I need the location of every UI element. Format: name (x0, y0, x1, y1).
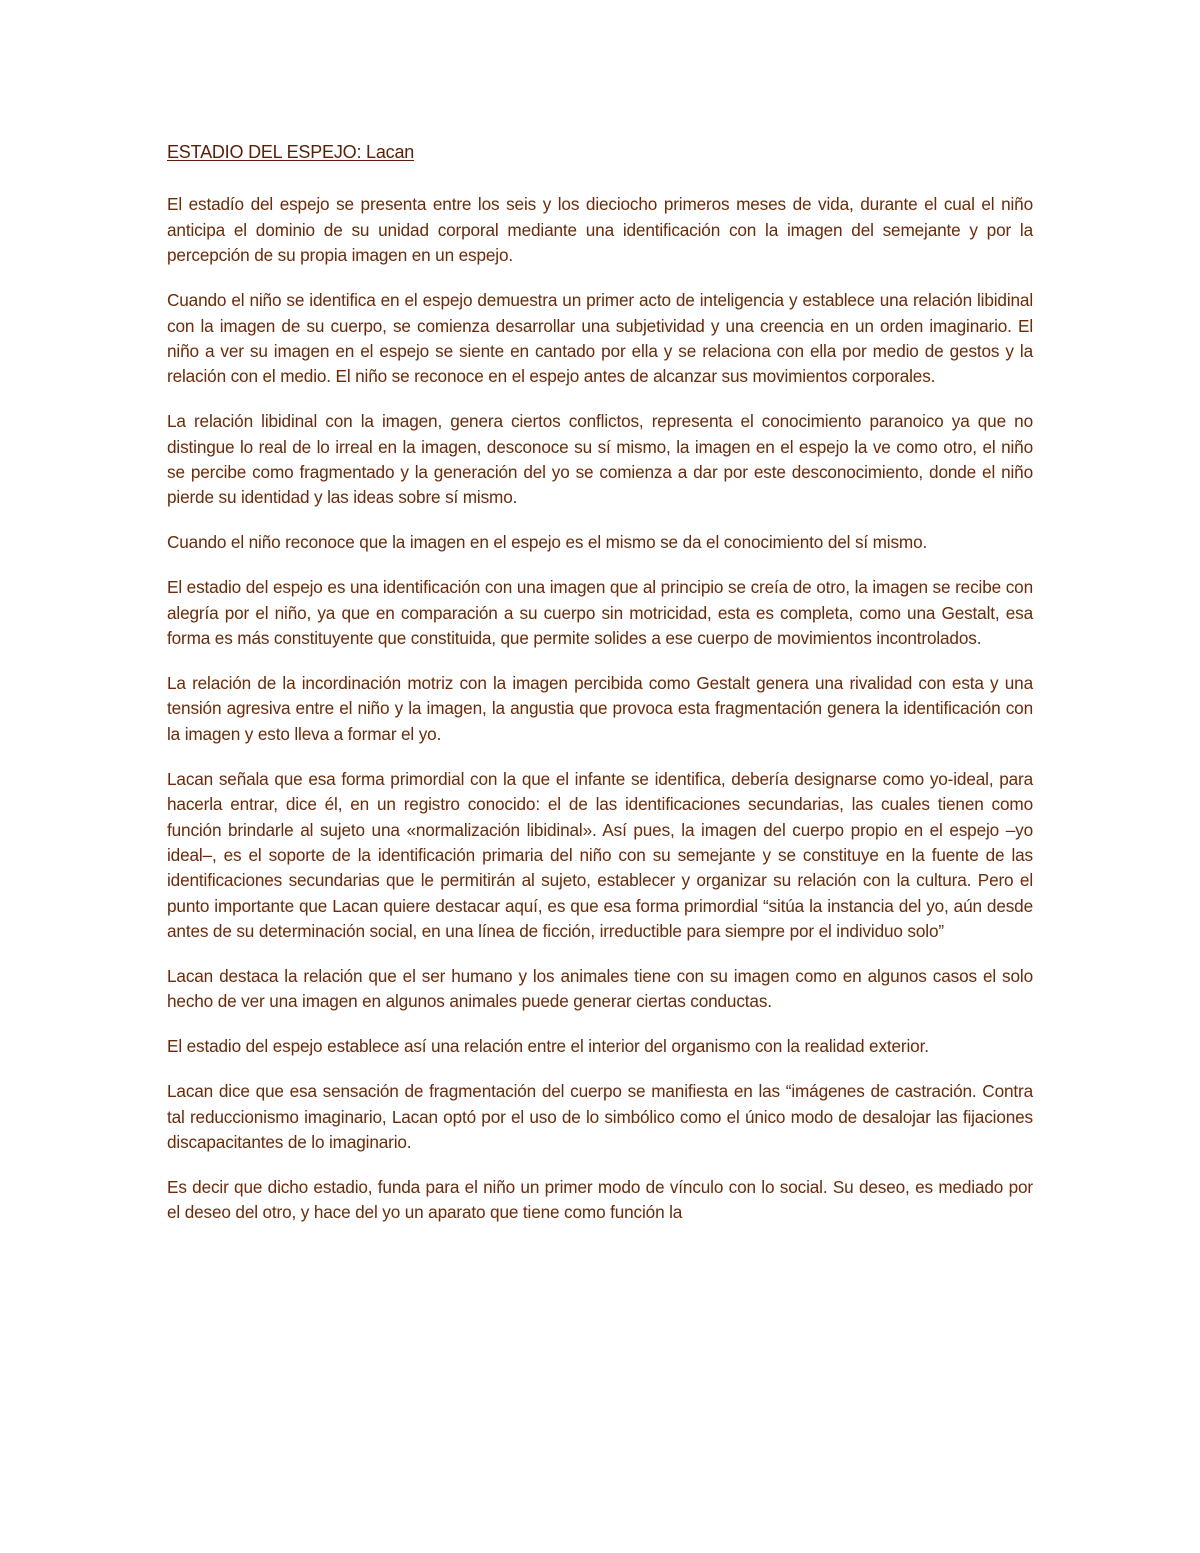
paragraph-1: El estadío del espejo se presenta entre los seis y los dieciocho primeros meses de vida, durante el cual el niño anticipa el dominio de su unidad corporal mediante una identificación con la imagen del semejante y por la percepción de su propia imagen en un espejo. (167, 194, 1033, 266)
paragraph-3: La relación libidinal con la imagen, genera ciertos conflictos, representa el conocimiento paranoico ya que no distingue lo real de lo irreal en la imagen, desconoce su sí mismo, la imagen en el espejo la ve como otro, el niño se percibe como fragmentado y la generación del yo se comienza a dar por este desconocimiento, donde el niño pierde su identidad y las ideas sobre sí mismo. (167, 411, 1033, 508)
paragraph-2: Cuando el niño se identifica en el espejo demuestra un primer acto de inteligencia y establece una relación libidinal con la imagen de su cuerpo, se comienza desarrollar una subjetividad y una creencia en un orden imaginario. El niño a ver su imagen en el espejo se siente en cantado por ella y se relaciona con ella por medio de gestos y la relación con el medio. El niño se reconoce en el espejo antes de alcanzar sus movimientos corporales. (167, 290, 1033, 387)
document-body (167, 140, 1033, 1226)
paragraph-9: El estadio del espejo establece así una relación entre el interior del organismo con la realidad exterior. (167, 1036, 929, 1057)
document-title: ESTADIO DEL ESPEJO: Lacan (167, 142, 415, 162)
paragraph-11: Es decir que dicho estadio, funda para el niño un primer modo de vínculo con lo social. Su deseo, es mediado por el deseo del otro, y hace del yo un aparato que tiene como función la (167, 1177, 1033, 1223)
paragraph-5: El estadio del espejo es una identificación con una imagen que al principio se creía de otro, la imagen se recibe con alegría por el niño, ya que en comparación a su cuerpo sin motricidad, esta es completa, como una Gestalt, esa forma es más constituyente que constituida, que permite solides a ese cuerpo de movimientos incontrolados. (167, 577, 1033, 649)
paragraph-7: Lacan señala que esa forma primordial con la que el infante se identifica, debería designarse como yo-ideal, para hacerla entrar, dice él, en un registro conocido: el de las identificaciones secundarias, las cuales tienen como función brindarle al sujeto una «normalización libidinal». Así pues, la imagen del cuerpo propio en el espejo –yo ideal–, es el soporte de la identificación primaria del niño con su semejante y se constituye en la fuente de las identificaciones secundarias que le permitirán al sujeto, establecer y organizar su relación con la cultura. Pero el punto importante que Lacan quiere destacar aquí, es que esa forma primordial “sitúa la instancia del yo, aún desde antes de su determinación social, en una línea de ficción, irreductible para siempre por el individuo solo” (167, 768, 1033, 942)
paragraph-4: Cuando el niño reconoce que la imagen en el espejo es el mismo se da el conocimiento del sí mismo. (167, 532, 928, 553)
paragraph-8: Lacan destaca la relación que el ser humano y los animales tiene con su imagen como en algunos casos el solo hecho de ver una imagen en algunos animales puede generar ciertas conductas. (167, 966, 1033, 1012)
paragraph-10: Lacan dice que esa sensación de fragmentación del cuerpo se manifiesta en las “imágenes de castración. Contra tal reduccionismo imaginario, Lacan optó por el uso de lo simbólico como el único modo de desalojar las fijaciones discapacitantes de lo imaginario. (167, 1081, 1033, 1153)
paragraph-6: La relación de la incordinación motriz con la imagen percibida como Gestalt genera una rivalidad con esta y una tensión agresiva entre el niño y la imagen, la angustia que provoca esta fragmentación genera la identificación con la imagen y esto lleva a formar el yo. (167, 673, 1033, 744)
